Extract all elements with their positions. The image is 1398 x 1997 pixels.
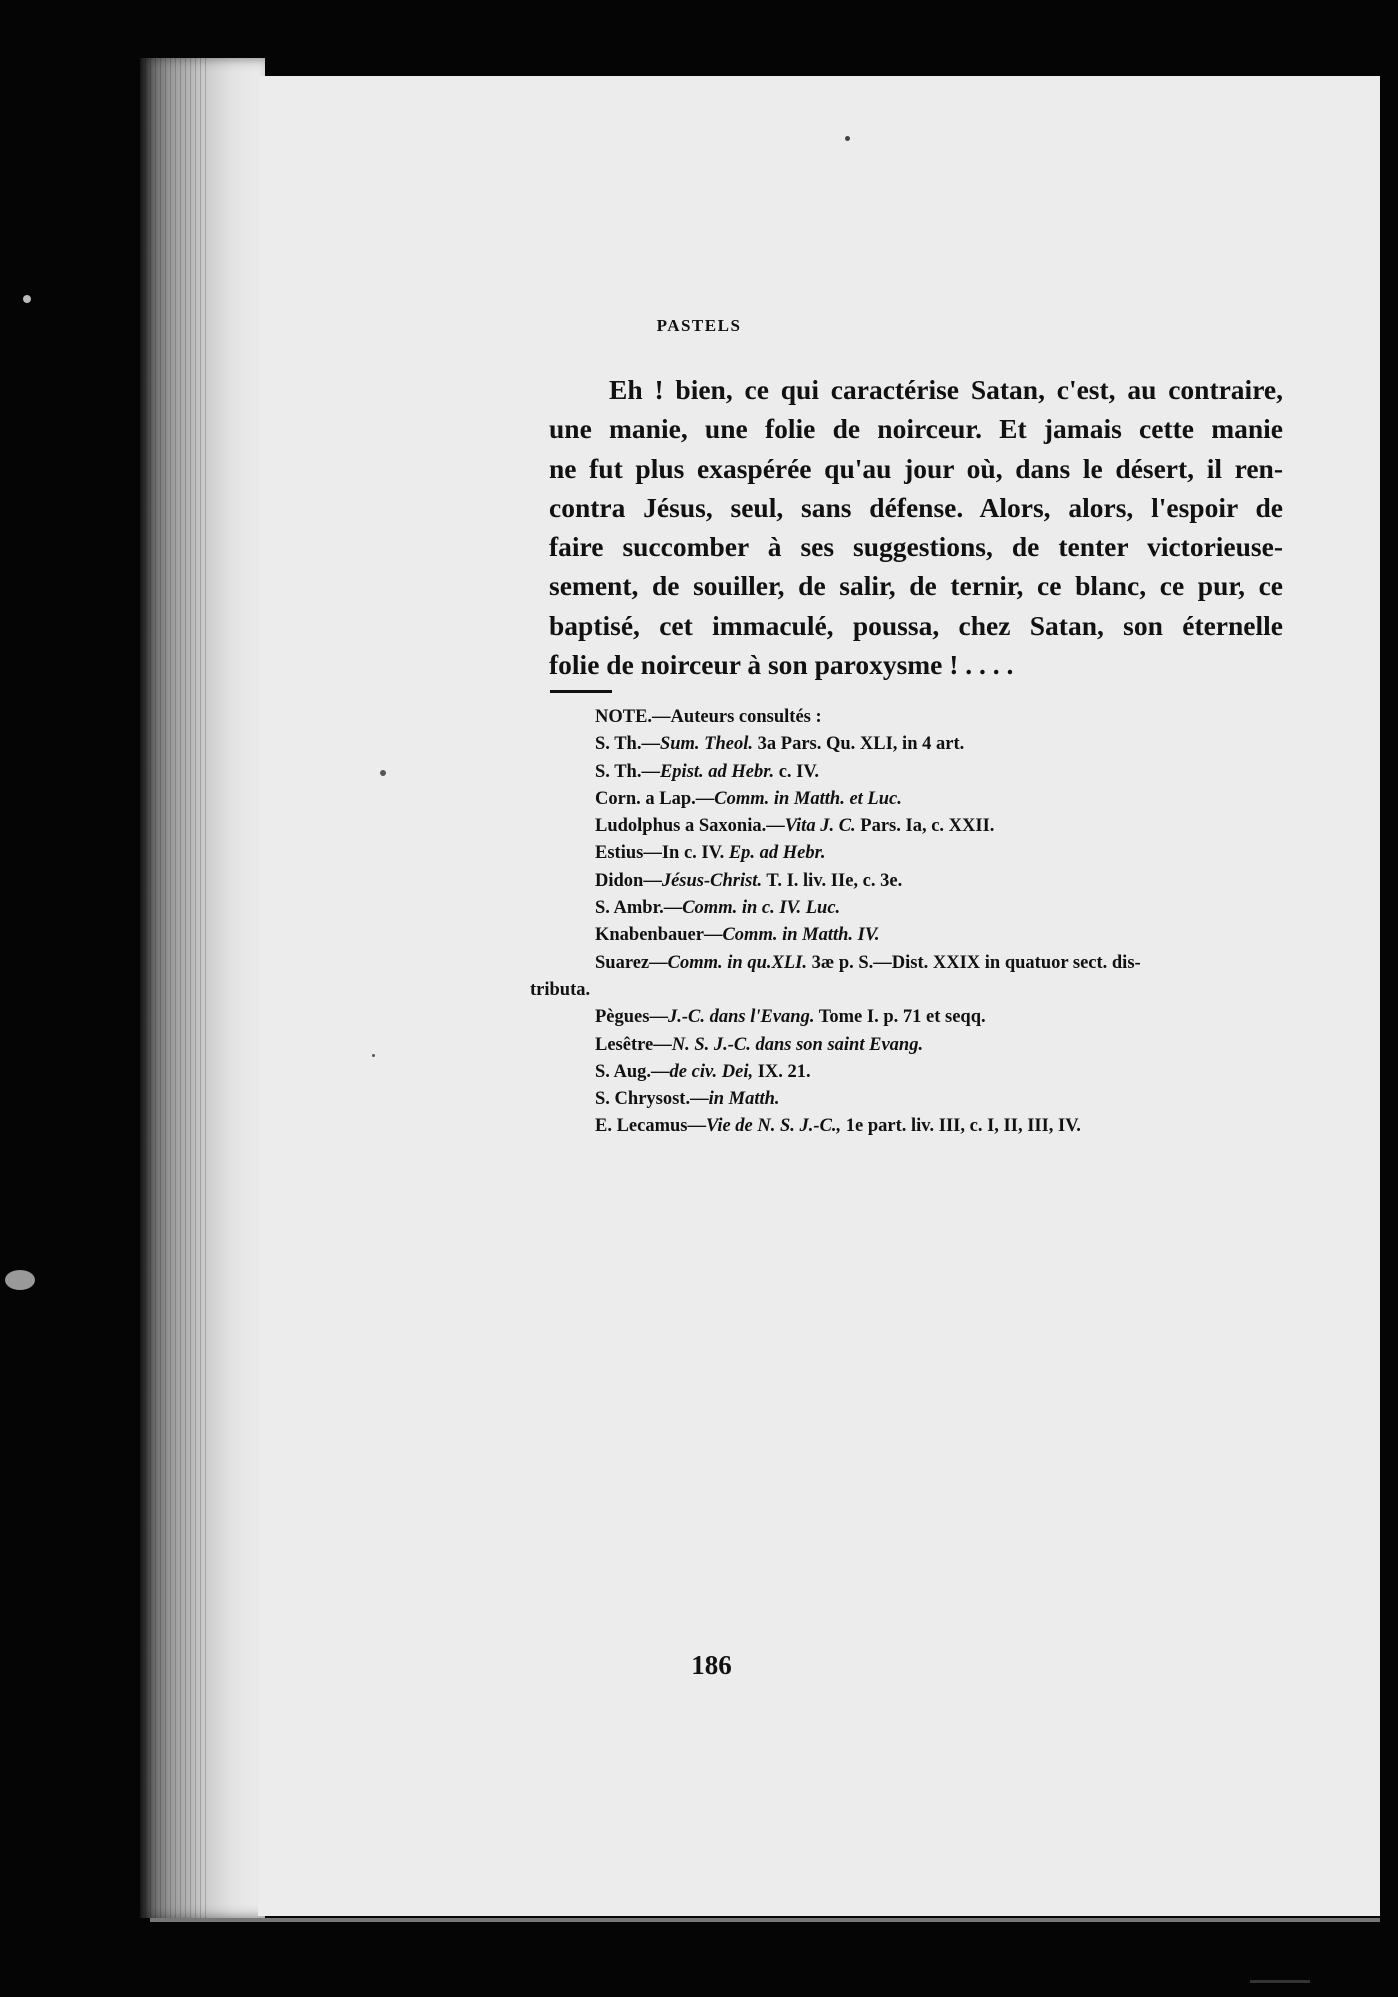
- note-entry-author: Ludolphus a Saxonia.—: [595, 816, 785, 837]
- note-entry: [530, 868, 1290, 895]
- note-entry: [530, 840, 1290, 867]
- note-entry-rest: c. IV.: [774, 761, 819, 782]
- paragraph-line: contra Jésus, seul, sans défense. Alors, alors, l'espoir de: [549, 491, 1283, 523]
- note-entry-author: Lesêtre—: [595, 1034, 672, 1055]
- note-entries: [530, 731, 1290, 1140]
- note-entry: [530, 1059, 1290, 1086]
- note-entry: [530, 1004, 1290, 1031]
- note-entry-author: S. Aug.—: [595, 1061, 670, 1082]
- note-entry-author: S. Chrysost.—: [595, 1089, 709, 1110]
- paragraph-line: faire succomber à ses suggestions, de tenter victorieuse-: [549, 531, 1283, 563]
- note-entry-rest: tributa.: [530, 979, 591, 1000]
- note-entry-rest: Tome I. p. 71 et seqq.: [814, 1007, 986, 1028]
- note-entry: [530, 813, 1290, 840]
- note-entry-author: E. Lecamus—: [595, 1116, 706, 1137]
- paragraph-line: ne fut plus exaspérée qu'au jour où, dans le désert, il ren-: [549, 452, 1283, 484]
- note-entry-title: Comm. in Matth. IV.: [722, 925, 880, 946]
- note-entry-rest: 3a Pars. Qu. XLI, in 4 art.: [753, 734, 965, 755]
- footnote-rule: [550, 690, 612, 693]
- footnote-block: [530, 704, 1290, 1141]
- paragraph-line: une manie, une folie de noirceur. Et jamais cette manie: [549, 413, 1283, 445]
- paragraph-line: Eh ! bien, ce qui caractérise Satan, c'est, au contraire,: [609, 374, 1283, 405]
- note-entry-title: Ep. ad Hebr.: [728, 843, 826, 864]
- note-entry-title: in Matth.: [708, 1089, 780, 1110]
- note-entry-rest: 3æ p. S.—Dist. XXIX in quatuor sect. dis-: [806, 952, 1141, 973]
- paragraph-line: sement, de souiller, de salir, de ternir, ce blanc, ce pur, ce: [549, 570, 1283, 602]
- note-entry-title: J.-C. dans l'Evang.: [667, 1007, 815, 1028]
- paragraph-line: folie de noirceur à son paroxysme ! . . . .: [549, 649, 1014, 681]
- note-entry: [530, 1032, 1290, 1059]
- page-number: 186: [691, 1650, 732, 1680]
- note-entry: [530, 731, 1290, 758]
- note-entry: [530, 1113, 1290, 1140]
- note-entry: [530, 786, 1290, 813]
- note-entry-author: S. Ambr.—: [595, 898, 683, 919]
- note-entry-title: Comm. in c. IV. Luc.: [682, 898, 841, 919]
- note-entry-author: Pègues—: [595, 1007, 668, 1028]
- note-entry-title: Vie de N. S. J.-C.,: [706, 1116, 842, 1137]
- note-entry-author: S. Th.—: [595, 734, 660, 755]
- scan-speck: [380, 770, 386, 776]
- note-entry-title: Epist. ad Hebr.: [659, 761, 775, 782]
- scan-speck: [23, 295, 31, 303]
- note-entry-rest: T. I. liv. IIe, c. 3e.: [762, 870, 903, 891]
- note-entry-author: Estius—In c. IV.: [595, 843, 729, 864]
- paragraph-line: baptisé, cet immaculé, poussa, chez Satan, son éternelle: [549, 609, 1283, 641]
- note-entry-rest: IX. 21.: [753, 1061, 811, 1082]
- scan-speck: [845, 136, 850, 141]
- note-entry-title: Sum. Theol.: [659, 734, 754, 755]
- note-entry-author: S. Th.—: [595, 761, 660, 782]
- note-entry-title: Comm. in qu.XLI.: [667, 952, 807, 973]
- note-entry-rest: 1e part. liv. III, c. I, II, III, IV.: [841, 1116, 1081, 1137]
- note-entry: [530, 1086, 1290, 1113]
- note-entry-author: Corn. a Lap.—: [595, 788, 715, 809]
- running-head: PASTELS: [656, 316, 742, 335]
- note-entry: [530, 922, 1290, 949]
- note-entry-author: Didon—: [595, 870, 662, 891]
- note-entry: [530, 759, 1290, 786]
- scan-speck: [1250, 1980, 1310, 1983]
- note-entry-rest: Pars. Ia, c. XXII.: [855, 816, 995, 837]
- note-entry-title: de civ. Dei,: [669, 1061, 754, 1082]
- main-paragraph: [549, 370, 1283, 684]
- note-entry-author: Knabenbauer—: [595, 925, 723, 946]
- note-entry-title: N. S. J.-C. dans son saint Evang.: [671, 1034, 924, 1055]
- note-heading: NOTE.—Auteurs consultés :: [595, 707, 822, 727]
- note-entry-title: Vita J. C.: [784, 816, 856, 837]
- note-entry: [530, 950, 1290, 977]
- note-entry-title: Jésus-Christ.: [661, 870, 763, 891]
- scan-speck: [5, 1270, 35, 1290]
- note-entry: [530, 895, 1290, 922]
- page-bottom-edge: [150, 1918, 1380, 1922]
- note-entry-title: Comm. in Matth. et Luc.: [714, 788, 902, 809]
- note-entry: [530, 977, 1290, 1004]
- page-edges: [140, 58, 210, 1918]
- scan-speck: [372, 1054, 375, 1057]
- note-entry-author: Suarez—: [595, 952, 668, 973]
